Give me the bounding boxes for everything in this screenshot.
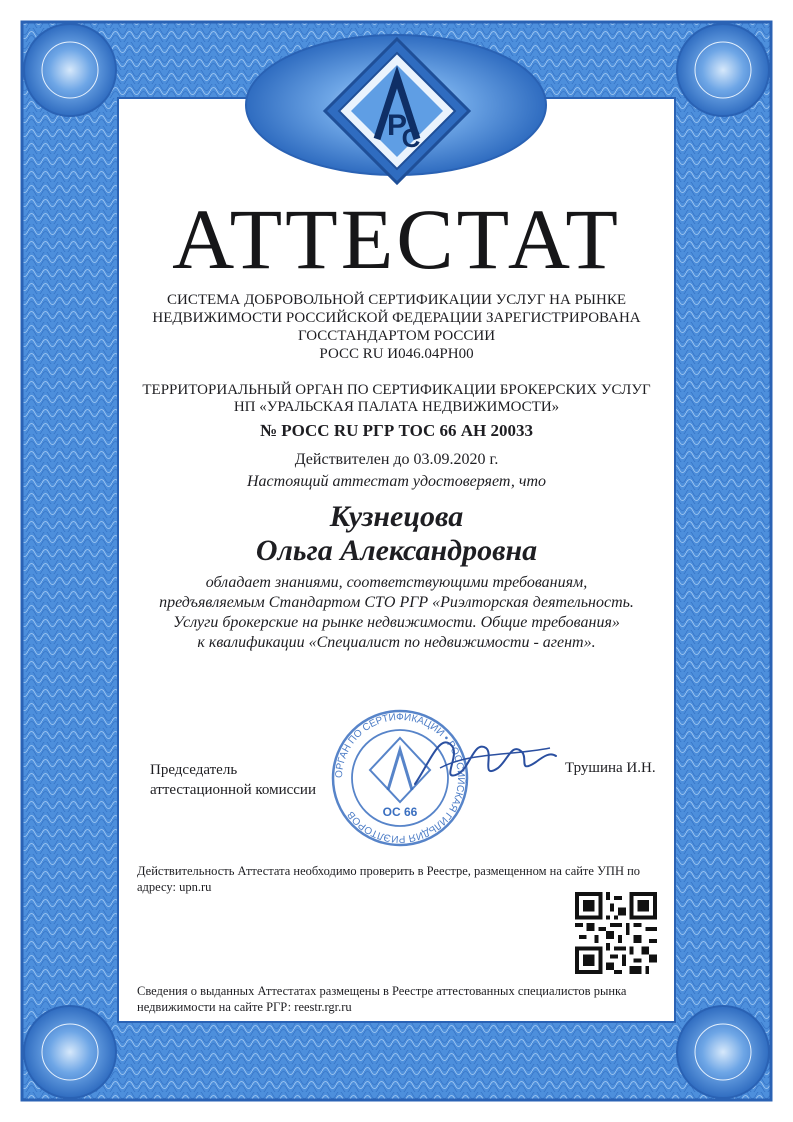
aps-logo-icon: [321, 35, 473, 187]
system-line: ГОССТАНДАРТОМ РОССИИ: [297, 328, 496, 344]
holder-surname: Кузнецова: [329, 500, 464, 533]
system-line: НЕДВИЖИМОСТИ РОССИЙСКОЙ ФЕДЕРАЦИИ ЗАРЕГИСТРИРОВАНА: [152, 310, 641, 326]
qualification-line: Услуги брокерские на рынке недвижимости. Общие требования»: [173, 614, 620, 631]
organ-line: ТЕРРИТОРИАЛЬНЫЙ ОРГАН ПО СЕРТИФИКАЦИИ БРОКЕРСКИХ УСЛУГ: [142, 382, 651, 398]
certification-system-text: [0, 291, 793, 363]
holder-name: [0, 500, 793, 568]
qualification-text: [0, 573, 793, 653]
system-line: РОСС RU И046.04РН00: [319, 346, 474, 362]
stamp-code: ОС 66: [382, 805, 418, 819]
stamp-outer-text: ОРГАН ПО СЕРТИФИКАЦИИ • РОССИЙСКАЯ ГИЛЬДИЯ РИЭЛТОРОВ: [333, 711, 467, 845]
handwritten-signature: [410, 722, 560, 802]
page-title: АТТЕСТАТ: [172, 191, 621, 287]
qr-code-icon: [575, 892, 657, 974]
certification-organ-text: [0, 382, 793, 416]
verification-note: Действительность Аттестата необходимо проверить в Реестре, размещенном на сайте УПН по адресу: upn.ru: [137, 864, 641, 894]
certificate-number: № РОСС RU РГР ТОС 66 АН 20033: [259, 421, 534, 440]
svg-text:P: P: [386, 109, 408, 142]
qualification-line: обладает знаниями, соответствующими требованиям,: [205, 574, 588, 591]
chair-title: [150, 760, 316, 800]
organ-line: НП «УРАЛЬСКАЯ ПАЛАТА НЕДВИЖИМОСТИ»: [233, 399, 560, 415]
signer-name: Трушина И.Н.: [565, 760, 656, 776]
qualification-line: предъявляемым Стандартом СТО РГР «Риэлторская деятельность.: [159, 594, 634, 611]
chair-line: аттестационной комиссии: [150, 782, 316, 798]
holder-given-names: Ольга Александровна: [255, 534, 538, 567]
valid-until: Действителен до 03.09.2020 г.: [294, 451, 499, 468]
system-line: СИСТЕМА ДОБРОВОЛЬНОЙ СЕРТИФИКАЦИИ УСЛУГ НА РЫНКЕ: [166, 292, 626, 308]
certifies-statement: Настоящий аттестат удостоверяет, что: [246, 473, 547, 490]
qualification-line: к квалификации «Специалист по недвижимости - агент».: [197, 634, 596, 651]
registry-note: Сведения о выданных Аттестатах размещены в Реестре аттестованных специалистов рынка недвижимости на сайте РГР: reestr.rgr.ru: [137, 984, 627, 1014]
chair-line: Председатель: [150, 762, 238, 778]
svg-text:C: C: [401, 123, 421, 153]
